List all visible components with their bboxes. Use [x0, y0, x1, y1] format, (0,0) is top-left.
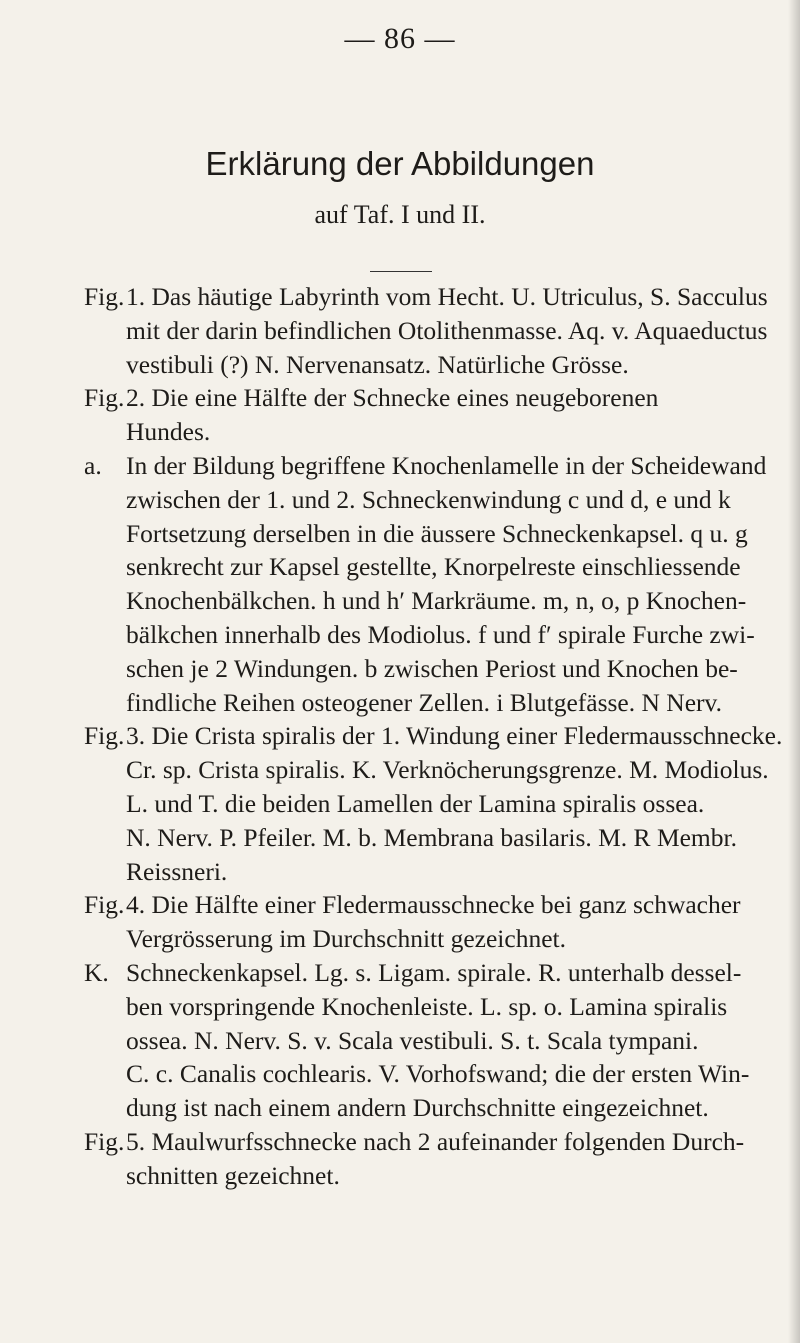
- entry-line: ben vorspringende Knochenleiste. L. sp. o. Lamina spiralis: [126, 991, 728, 1021]
- figure-entry: [84, 719, 796, 888]
- entry-line: In der Bildung begriffene Knochenlamelle in der Scheidewand: [126, 450, 767, 480]
- entry-line: C. c. Canalis cochlearis. V. Vorhofswand; die der ersten Win-: [126, 1059, 750, 1089]
- entry-line: L. und T. die beiden Lamellen der Lamina spiralis ossea.: [126, 788, 705, 818]
- entry-line: 2. Die eine Hälfte der Schnecke eines neugeborenen: [126, 383, 659, 413]
- entry-line: senkrecht zur Kapsel gestellte, Knorpelreste einschliessende: [126, 552, 741, 582]
- entry-line: Hundes.: [126, 417, 211, 447]
- figure-entry: [84, 888, 796, 956]
- entry-line: Schneckenkapsel. Lg. s. Ligam. spirale. R. unterhalb dessel-: [126, 957, 742, 987]
- entry-label: Fig.: [84, 890, 125, 920]
- figure-explanations: [84, 280, 796, 1193]
- entry-line: Fortsetzung derselben in die äussere Schneckenkapsel. q u. g: [126, 518, 748, 548]
- entry-label: Fig.: [84, 721, 125, 751]
- entry-label: Fig.: [84, 282, 125, 311]
- entry-line: Cr. sp. Crista spiralis. K. Verknöcherungsgrenze. M. Modiolus.: [126, 755, 769, 785]
- divider: [370, 271, 432, 272]
- entry-line: zwischen der 1. und 2. Schneckenwindung c und d, e und k: [126, 484, 731, 514]
- figure-entry: [84, 280, 796, 381]
- entry-line: mit der darin befindlichen Otolithenmasse. Aq. v. Aquaeductus: [126, 315, 768, 345]
- page-subtitle: auf Taf. I und II.: [314, 200, 486, 229]
- figure-entry: [84, 1125, 796, 1193]
- entry-line: 4. Die Hälfte einer Fledermausschnecke bei ganz schwacher: [126, 890, 741, 920]
- entry-line: dung ist nach einem andern Durchschnitte eingezeichnet.: [126, 1093, 709, 1123]
- entry-line: Knochenbälkchen. h und h′ Markräume. m, n, o, p Knochen-: [126, 586, 747, 616]
- entry-line: vestibuli (?) N. Nervenansatz. Natürliche Grösse.: [126, 349, 629, 379]
- figure-entry: [84, 956, 796, 1125]
- entry-line: findliche Reihen osteogener Zellen. i Blutgefässe. N Nerv.: [126, 687, 722, 717]
- page-number: — 86 —: [344, 22, 456, 55]
- entry-line: ossea. N. Nerv. S. v. Scala vestibuli. S. t. Scala tympani.: [126, 1025, 699, 1055]
- page-edge: [788, 0, 800, 1343]
- figure-entry: [84, 449, 796, 719]
- entry-line: 3. Die Crista spiralis der 1. Windung einer Fledermausschnecke.: [126, 721, 783, 751]
- entry-label: Fig.: [84, 383, 125, 413]
- page-title: Erklärung der Abbildungen: [205, 145, 595, 182]
- entry-line: 5. Maulwurfsschnecke nach 2 aufeinander folgenden Durch-: [126, 1126, 745, 1156]
- entry-line: 1. Das häutige Labyrinth vom Hecht. U. Utriculus, S. Sacculus: [126, 282, 768, 311]
- entry-label: K.: [84, 957, 109, 987]
- entry-line: schnitten gezeichnet.: [126, 1160, 340, 1190]
- entry-label: Fig.: [84, 1126, 125, 1156]
- figure-entry: [84, 381, 796, 449]
- entry-line: Reissneri.: [126, 856, 228, 886]
- entry-line: schen je 2 Windungen. b zwischen Periost und Knochen be-: [126, 653, 738, 683]
- entry-label: a.: [84, 450, 102, 480]
- entry-line: N. Nerv. P. Pfeiler. M. b. Membrana basilaris. M. R Membr.: [126, 822, 737, 852]
- entry-line: bälkchen innerhalb des Modiolus. f und f′ spirale Furche zwi-: [126, 619, 755, 649]
- entry-line: Vergrösserung im Durchschnitt gezeichnet.: [126, 924, 566, 954]
